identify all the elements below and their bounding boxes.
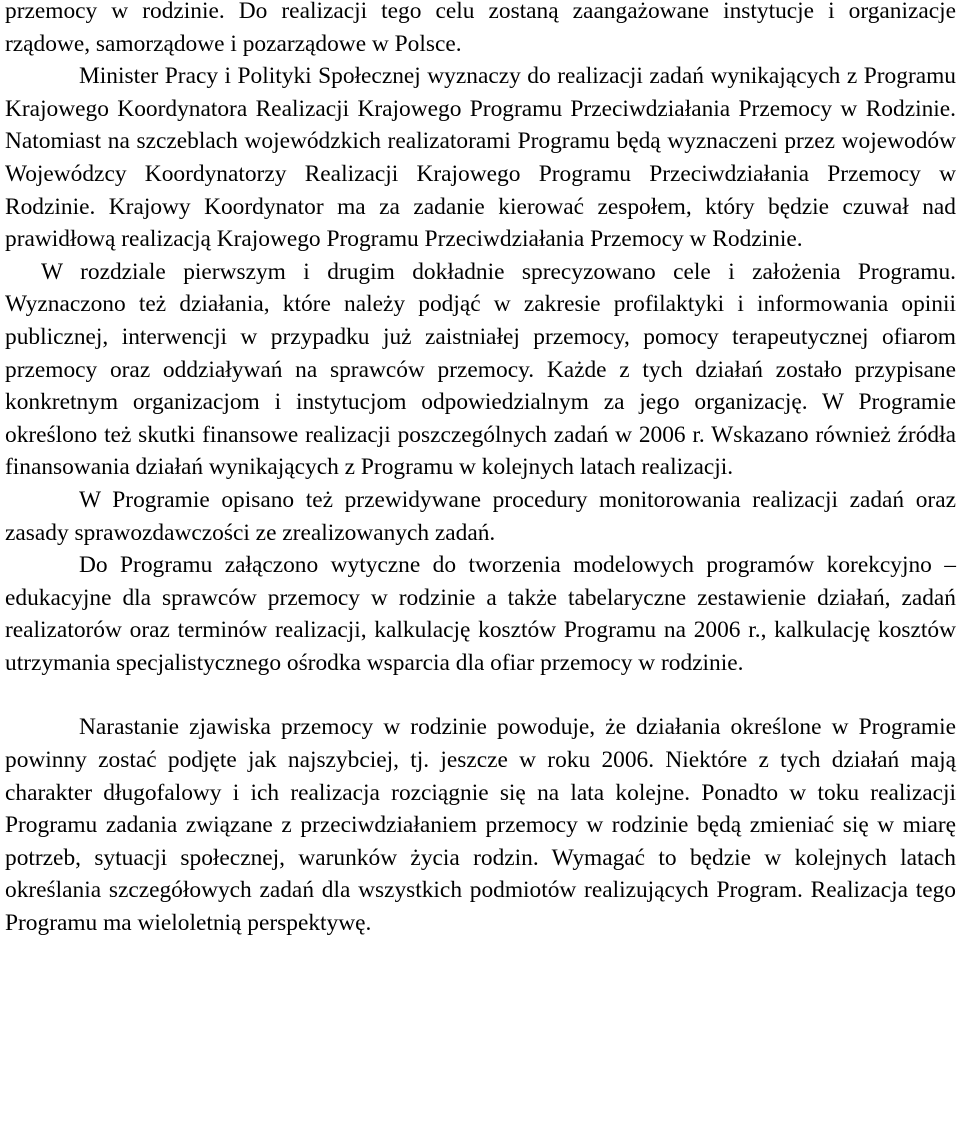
paragraph-coordinator: Minister Pracy i Polityki Społecznej wyznaczy do realizacji zadań wynikających z Programu Krajowego Koordynatora Realizacji Krajowego Programu Przeciwdziałania Przemocy w Rodzinie. Natomiast na szczeblach wojewódzkich realizatorami Programu będą wyznaczeni przez wojewodów Wojewódzcy Koordynatorzy Realizacji Krajowego Programu Przeciwdziałania Przemocy w Rodzinie. Krajowy Koordynator ma za zadanie kierować zespołem, który będzie czuwał nad prawidłową realizacją Krajowego Programu Przeciwdziałania Przemocy w Rodzinie. bbox=[5, 63, 956, 253]
paragraph-continuation: przemocy w rodzinie. Do realizacji tego celu zostaną zaangażowane instytucje i organizacje rządowe, samorządowe i pozarządowe w Polsce. bbox=[5, 0, 956, 57]
paragraph-urgency: Narastanie zjawiska przemocy w rodzinie powoduje, że działania określone w Programie powinny zostać podjęte jak najszybciej, tj. jeszcze w roku 2006. Niektóre z tych działań mają charakter długofalowy i ich realizacja rozciągnie się na lata kolejne. Ponadto w toku realizacji Programu zadania związane z przeciwdziałaniem przemocy w rodzinie będą zmieniać się w miarę potrzeb, sytuacji społecznej, warunków życia rodzin. Wymagać to będzie w kolejnych latach określania szczegółowych zadań dla wszystkich podmiotów realizujących Program. Realizacja tego Programu ma wieloletnią perspektywę. bbox=[5, 714, 956, 937]
paragraph-attachments: Do Programu załączono wytyczne do tworzenia modelowych programów korekcyjno – edukacyjne dla sprawców przemocy w rodzinie a także tabelaryczne zestawienie działań, zadań realizatorów oraz terminów realizacji, kalkulację kosztów Programu na 2006 r., kalkulację kosztów utrzymania specjalistycznego ośrodka wsparcia dla ofiar przemocy w rodzinie. bbox=[5, 552, 956, 676]
paragraph-monitoring: W Programie opisano też przewidywane procedury monitorowania realizacji zadań oraz zasady sprawozdawczości ze zrealizowanych zadań. bbox=[5, 486, 956, 546]
paragraph-chapters: W rozdziale pierwszym i drugim dokładnie sprecyzowano cele i założenia Programu. Wyznaczono też działania, które należy podjąć w zakresie profilaktyki i informowania opinii publicznej, interwencji w przypadku już zaistniałej przemocy, pomocy terapeutycznej ofiarom przemocy oraz oddziaływań na sprawców przemocy. Każde z tych działań zostało przypisane konkretnym organizacjom i instytucjom odpowiedzialnym za jego organizację. W Programie określono też skutki finansowe realizacji poszczególnych zadań w 2006 r. Wskazano również źródła finansowania działań wynikających z Programu w kolejnych latach realizacji. bbox=[5, 258, 956, 481]
